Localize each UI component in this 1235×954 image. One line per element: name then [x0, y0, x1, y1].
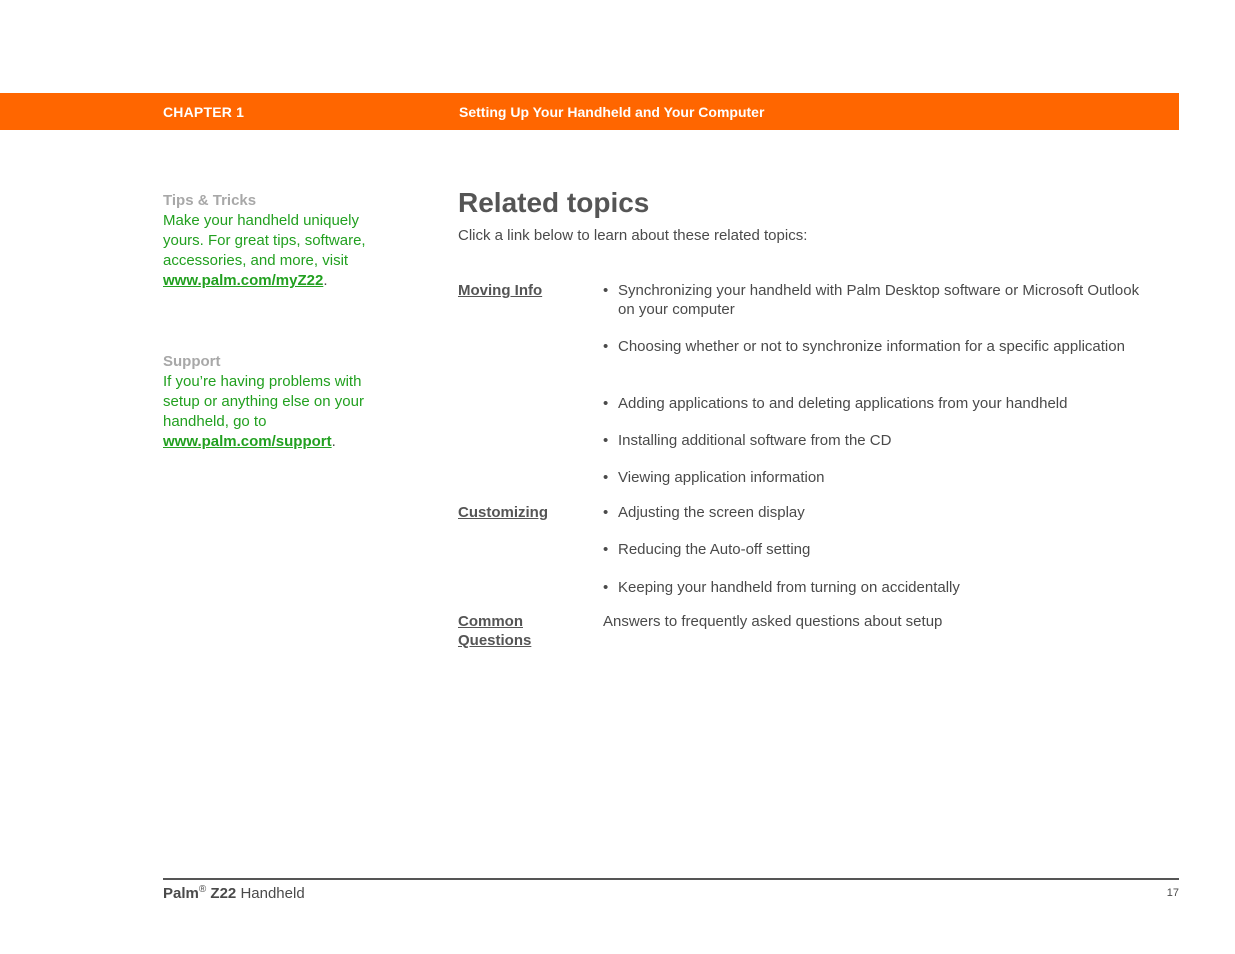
moving-info-link[interactable]: Moving Info	[458, 282, 543, 299]
bullet-icon: •	[603, 541, 609, 558]
list-item	[603, 503, 1148, 522]
customizing-link[interactable]: Customizing	[458, 504, 548, 521]
intro-text: Click a link below to learn about these related topics:	[458, 227, 808, 244]
support-link[interactable]: www.palm.com/support	[163, 433, 332, 450]
tips-body: Make your handheld uniquely yours. For great tips, software, accessories, and more, visit	[163, 212, 366, 269]
list-item	[603, 431, 1148, 450]
registered-mark: ®	[198, 884, 207, 895]
support-sidebar	[163, 352, 383, 452]
list-item	[603, 540, 1148, 559]
chapter-label: CHAPTER 1	[163, 104, 245, 120]
bullet-icon: •	[603, 395, 609, 412]
product-name: Handheld	[240, 885, 305, 902]
list-item	[603, 281, 1148, 319]
page-title: Related topics	[458, 187, 650, 218]
bullet-icon: •	[603, 282, 609, 299]
support-body: If you’re having problems with setup or anything else on your handheld, go to	[163, 373, 364, 430]
bullet-icon: •	[603, 432, 609, 449]
list-item-text: Adding applications to and deleting applications from your handheld	[618, 395, 1068, 412]
common-questions-description: Answers to frequently asked questions about setup	[603, 613, 943, 630]
tips-heading: Tips & Tricks	[163, 192, 257, 209]
bullet-icon: •	[603, 338, 609, 355]
list-item-text: Adjusting the screen display	[618, 504, 805, 521]
list-item	[603, 337, 1148, 356]
common-questions-link[interactable]	[458, 612, 531, 650]
list-item-text: Reducing the Auto-off setting	[618, 541, 811, 558]
chapter-title: Setting Up Your Handheld and Your Computer	[459, 104, 765, 120]
main-content	[458, 186, 1158, 244]
brand-name: Palm	[163, 885, 199, 902]
model-name: Z22	[210, 885, 237, 902]
list-item	[603, 578, 1148, 597]
bullet-icon: •	[603, 504, 609, 521]
tips-trail: .	[323, 272, 328, 289]
list-item	[603, 394, 1148, 413]
list-item-text: Synchronizing your handheld with Palm Desktop software or Microsoft Outlook on your computer	[618, 282, 1140, 318]
list-item	[603, 468, 1148, 487]
list-item-text: Viewing application information	[618, 469, 825, 486]
tips-sidebar	[163, 191, 383, 291]
support-trail: .	[331, 433, 336, 450]
bullet-icon: •	[603, 469, 609, 486]
footer-divider	[163, 878, 1179, 880]
support-heading: Support	[163, 353, 221, 370]
bullet-icon: •	[603, 579, 609, 596]
support-text	[163, 372, 383, 452]
tips-text	[163, 211, 383, 291]
footer-brand	[163, 884, 305, 902]
page-number: 17	[1166, 887, 1179, 899]
list-item-text: Choosing whether or not to synchronize information for a specific application	[618, 338, 1125, 355]
common-questions-line1[interactable]: Common	[458, 613, 523, 630]
list-item-text: Keeping your handheld from turning on accidentally	[618, 579, 960, 596]
common-questions-line2[interactable]: Questions	[458, 632, 532, 649]
list-item-text: Installing additional software from the CD	[618, 432, 892, 449]
myz22-link[interactable]: www.palm.com/myZ22	[163, 272, 324, 289]
